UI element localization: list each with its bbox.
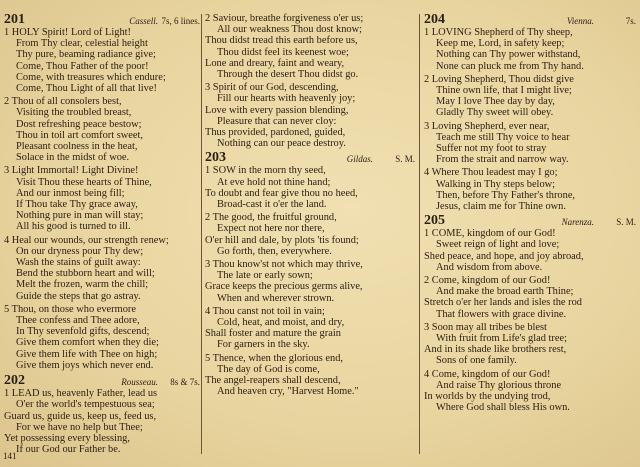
verse-line: On our dryness pour Thy dew; [16,245,144,257]
verse-line: 1 SOW in the morn thy seed, [205,165,326,177]
stanza [205,353,415,398]
meter: 7s. [625,16,636,26]
verse-line: Guide the steps that go astray. [16,290,141,302]
verse-line: O'er hill and dale, by plots 'tis found; [205,234,359,246]
verse-line: In worlds by the undying trod, [424,391,551,403]
tune-name: Vienna. [566,16,594,26]
verse-line: Lone and dreary, faint and weary, [205,57,345,69]
column-2 [205,13,415,398]
verse-line: Then, before Thy Father's throne, [436,189,576,201]
verse-line: None can pluck me from Thy hand. [436,60,584,72]
verse-line: 3 Loving Shepherd, ever near, [424,120,550,132]
tune-name: Gildas. [346,154,373,165]
verse-line: 3 Spirit of our God, descending, [205,82,339,94]
verse-line: And our inmost being fill; [16,187,125,199]
verse-line: Expect not here nor there, [217,223,325,235]
verse-line: And make the broad earth Thine; [436,286,574,298]
verse-line: Solace in the midst of woe. [16,152,130,164]
stanza [4,165,200,232]
stanza [205,212,415,257]
verse-line: Thou didst feel its keenest woe; [217,46,349,58]
verse-line: All his good is turned to ill. [16,221,131,233]
meter: 7s, 6 lines. [161,16,200,26]
verse-line: 5 Thence, when the glorious end, [205,352,344,364]
stanza [424,322,636,367]
verse-line: Thou didst tread this earth before us, [205,35,358,47]
verse-line: Sons of one family. [436,355,517,367]
verse-line: Visit Thou these hearts of Thine, [16,176,152,188]
meter: 8s & 7s. [170,377,200,388]
verse-line: Teach me still Thy voice to hear [436,131,570,143]
tune-name: Cassell. [129,16,158,26]
verse-line: The angel-reapers shall descend, [205,375,341,387]
stanza [424,369,636,414]
verse-line: 3 Soon may all tribes be blest [424,321,547,333]
stanza [205,165,415,210]
hymn-header [4,13,200,27]
verse-line: 4 Come, kingdom of our God! [424,368,551,380]
verse-line: Grace keeps the precious germs alive, [205,281,363,293]
verse-line: The late or early sown; [217,270,313,282]
verse-line: And raise Thy glorious throne [436,379,562,391]
verse-line: From Thy clear, celestial height [16,38,148,50]
verse-line: Through the desert Thou didst go. [217,69,359,81]
verse-line: At eve hold not thine hand; [217,176,331,188]
verse-line: Broad-cast it o'er the land. [217,199,327,211]
verse-line: Sweet reign of light and love; [436,239,560,251]
verse-line: Nothing can Thy power withstand, [436,49,581,61]
verse-line: Thus provided, pardoned, guided, [205,127,346,139]
verse-line: That flowers with grace divine. [436,308,567,320]
verse-line: Visiting the troubled breast, [16,107,132,119]
verse-line: The day of God is come, [217,363,320,375]
verse-line: 1 COME, kingdom of our God! [424,228,556,240]
verse-line: Give them comfort when they die; [16,337,159,349]
verse-line: 3 Thou know'st not which may thrive, [205,259,363,271]
verse-line: 4 Heal our wounds, our strength renew; [4,234,169,246]
verse-line: Pleasant coolness in the heat, [16,141,138,153]
verse-line: May I love Thee day by day, [436,96,555,108]
stanza [4,96,200,163]
verse-line: For garners in the sky. [217,339,310,351]
column-divider [419,14,420,454]
verse-line: Stretch o'er her lands and isles the rod [424,297,582,309]
hymn-number: 203 [205,150,226,166]
hymn-number: 201 [4,12,25,27]
verse-line: 1 LEAD us, heavenly Father, lead us [4,388,158,400]
verse-line: Come, Thou Father of the poor! [16,60,149,72]
verse-line: Fill our hearts with heavenly joy; [217,93,356,105]
verse-line: Dost refreshing peace bestow; [16,118,142,130]
verse-line: For we have no help but Thee; [16,421,143,433]
stanza [424,275,636,320]
verse-line: And heaven cry, "Harvest Home." [217,386,359,398]
verse-line: Melt the frozen, warm the chill; [16,279,149,291]
verse-line: When and wherever strown. [217,292,335,304]
verse-line: Cold, heat, and moist, and dry, [217,317,345,329]
verse-line: Thine own life, that I might live; [436,85,572,97]
verse-line: Pleasure that can never cloy: [217,115,337,127]
verse-line: 2 Saviour, breathe forgiveness o'er us; [205,13,364,24]
stanza [424,228,636,273]
verse-line: Come, Thou Light of all that live! [16,83,157,95]
verse-line: 2 The good, the fruitful ground, [205,212,337,224]
verse-line: If our God our Father be. [16,444,121,456]
stanza [424,27,636,72]
stanza [424,74,636,119]
verse-line: Thou in toil art comfort sweet, [16,129,143,141]
verse-line: Bend the stubborn heart and will; [16,268,155,280]
verse-line: O'er the world's tempestuous sea; [16,399,155,411]
hymn-number: 204 [424,12,445,27]
verse-line: Nothing pure in man will stay; [16,210,144,222]
verse-line: Love with every passion blending, [205,104,349,116]
verse-line: Suffer not my foot to stray [436,143,547,155]
meter: S. M. [395,154,415,165]
verse-line: Thy pure, beaming radiance give; [16,49,156,61]
verse-line: Go forth, then, everywhere. [217,245,332,257]
verse-line: And in its shade like brothers rest, [424,344,567,356]
verse-line: From the strait and narrow way. [436,154,569,166]
verse-line: 2 Loving Shepherd, Thou didst give [424,73,574,85]
verse-line: Shall foster and mature the grain [205,328,341,340]
verse-line: Keep me, Lord, in safety keep; [436,38,565,50]
verse-line: 4 Where Thou leadest may I go; [424,167,558,179]
verse-line: Nothing can our peace destroy. [217,138,346,150]
verse-line: Guard us, guide us, keep us, feed us, [4,410,157,422]
verse-line: If Thou take Thy grace away, [16,199,138,211]
column-1 [4,13,200,455]
stanza [205,306,415,351]
verse-line: To doubt and fear give thou no heed, [205,187,358,199]
verse-line: Give them life with Thee on high; [16,348,158,360]
hymn-header [424,13,636,27]
stanza [4,235,200,302]
verse-line: 5 Thou, on those who evermore [4,303,136,315]
verse-line: Where God shall bless His own. [436,402,570,414]
stanza [4,27,200,94]
column-divider [201,14,202,454]
tune-name: Rousseau. [121,377,158,388]
meter: S. M. [616,217,636,228]
hymn-header [424,214,636,228]
stanza [205,82,415,149]
verse-line: Walking in Thy steps below; [436,178,556,190]
verse-line: Come, with treasures which endure; [16,71,166,83]
hymn-number: 205 [424,213,445,229]
verse-line: Gladly Thy sweet will obey. [436,107,554,119]
verse-line: 4 Thou canst not toil in vain; [205,305,325,317]
hymn-header [205,151,415,165]
stanza [424,167,636,212]
stanza [4,388,200,455]
verse-line: Give them joys which never end. [16,359,154,371]
hymn-header [4,374,200,388]
verse-line: In Thy sevenfold gifts, descend; [16,326,150,338]
stanza [205,13,415,80]
verse-line: Yet possessing every blessing, [4,432,130,444]
verse-line: Jesus, claim me for Thine own. [436,201,566,213]
verse-line: And wisdom from above. [436,261,543,273]
verse-line: Shed peace, and hope, and joy abroad, [424,250,584,262]
verse-line: With fruit from Life's glad tree; [436,333,568,345]
verse-line: Wash the stains of guilt away: [16,257,141,269]
hymn-number: 202 [4,373,25,389]
verse-line: All our weakness Thou dost know; [217,24,362,36]
verse-line: 2 Come, kingdom of our God! [424,275,551,287]
stanza [424,121,636,166]
verse-line: Thee confess and Thee adore, [16,315,140,327]
stanza [4,304,200,371]
verse-line: 2 Thou of all consolers best, [4,96,122,108]
column-3 [424,13,636,414]
stanza [205,259,415,304]
verse-line: 1 HOLY Spirit! Lord of Light! [4,27,131,38]
page-number: 141 [3,451,17,461]
tune-name: Narenza. [561,217,594,228]
verse-line: 3 Light Immortal! Light Divine! [4,165,139,177]
verse-line: 1 LOVING Shepherd of Thy sheep, [424,27,573,38]
